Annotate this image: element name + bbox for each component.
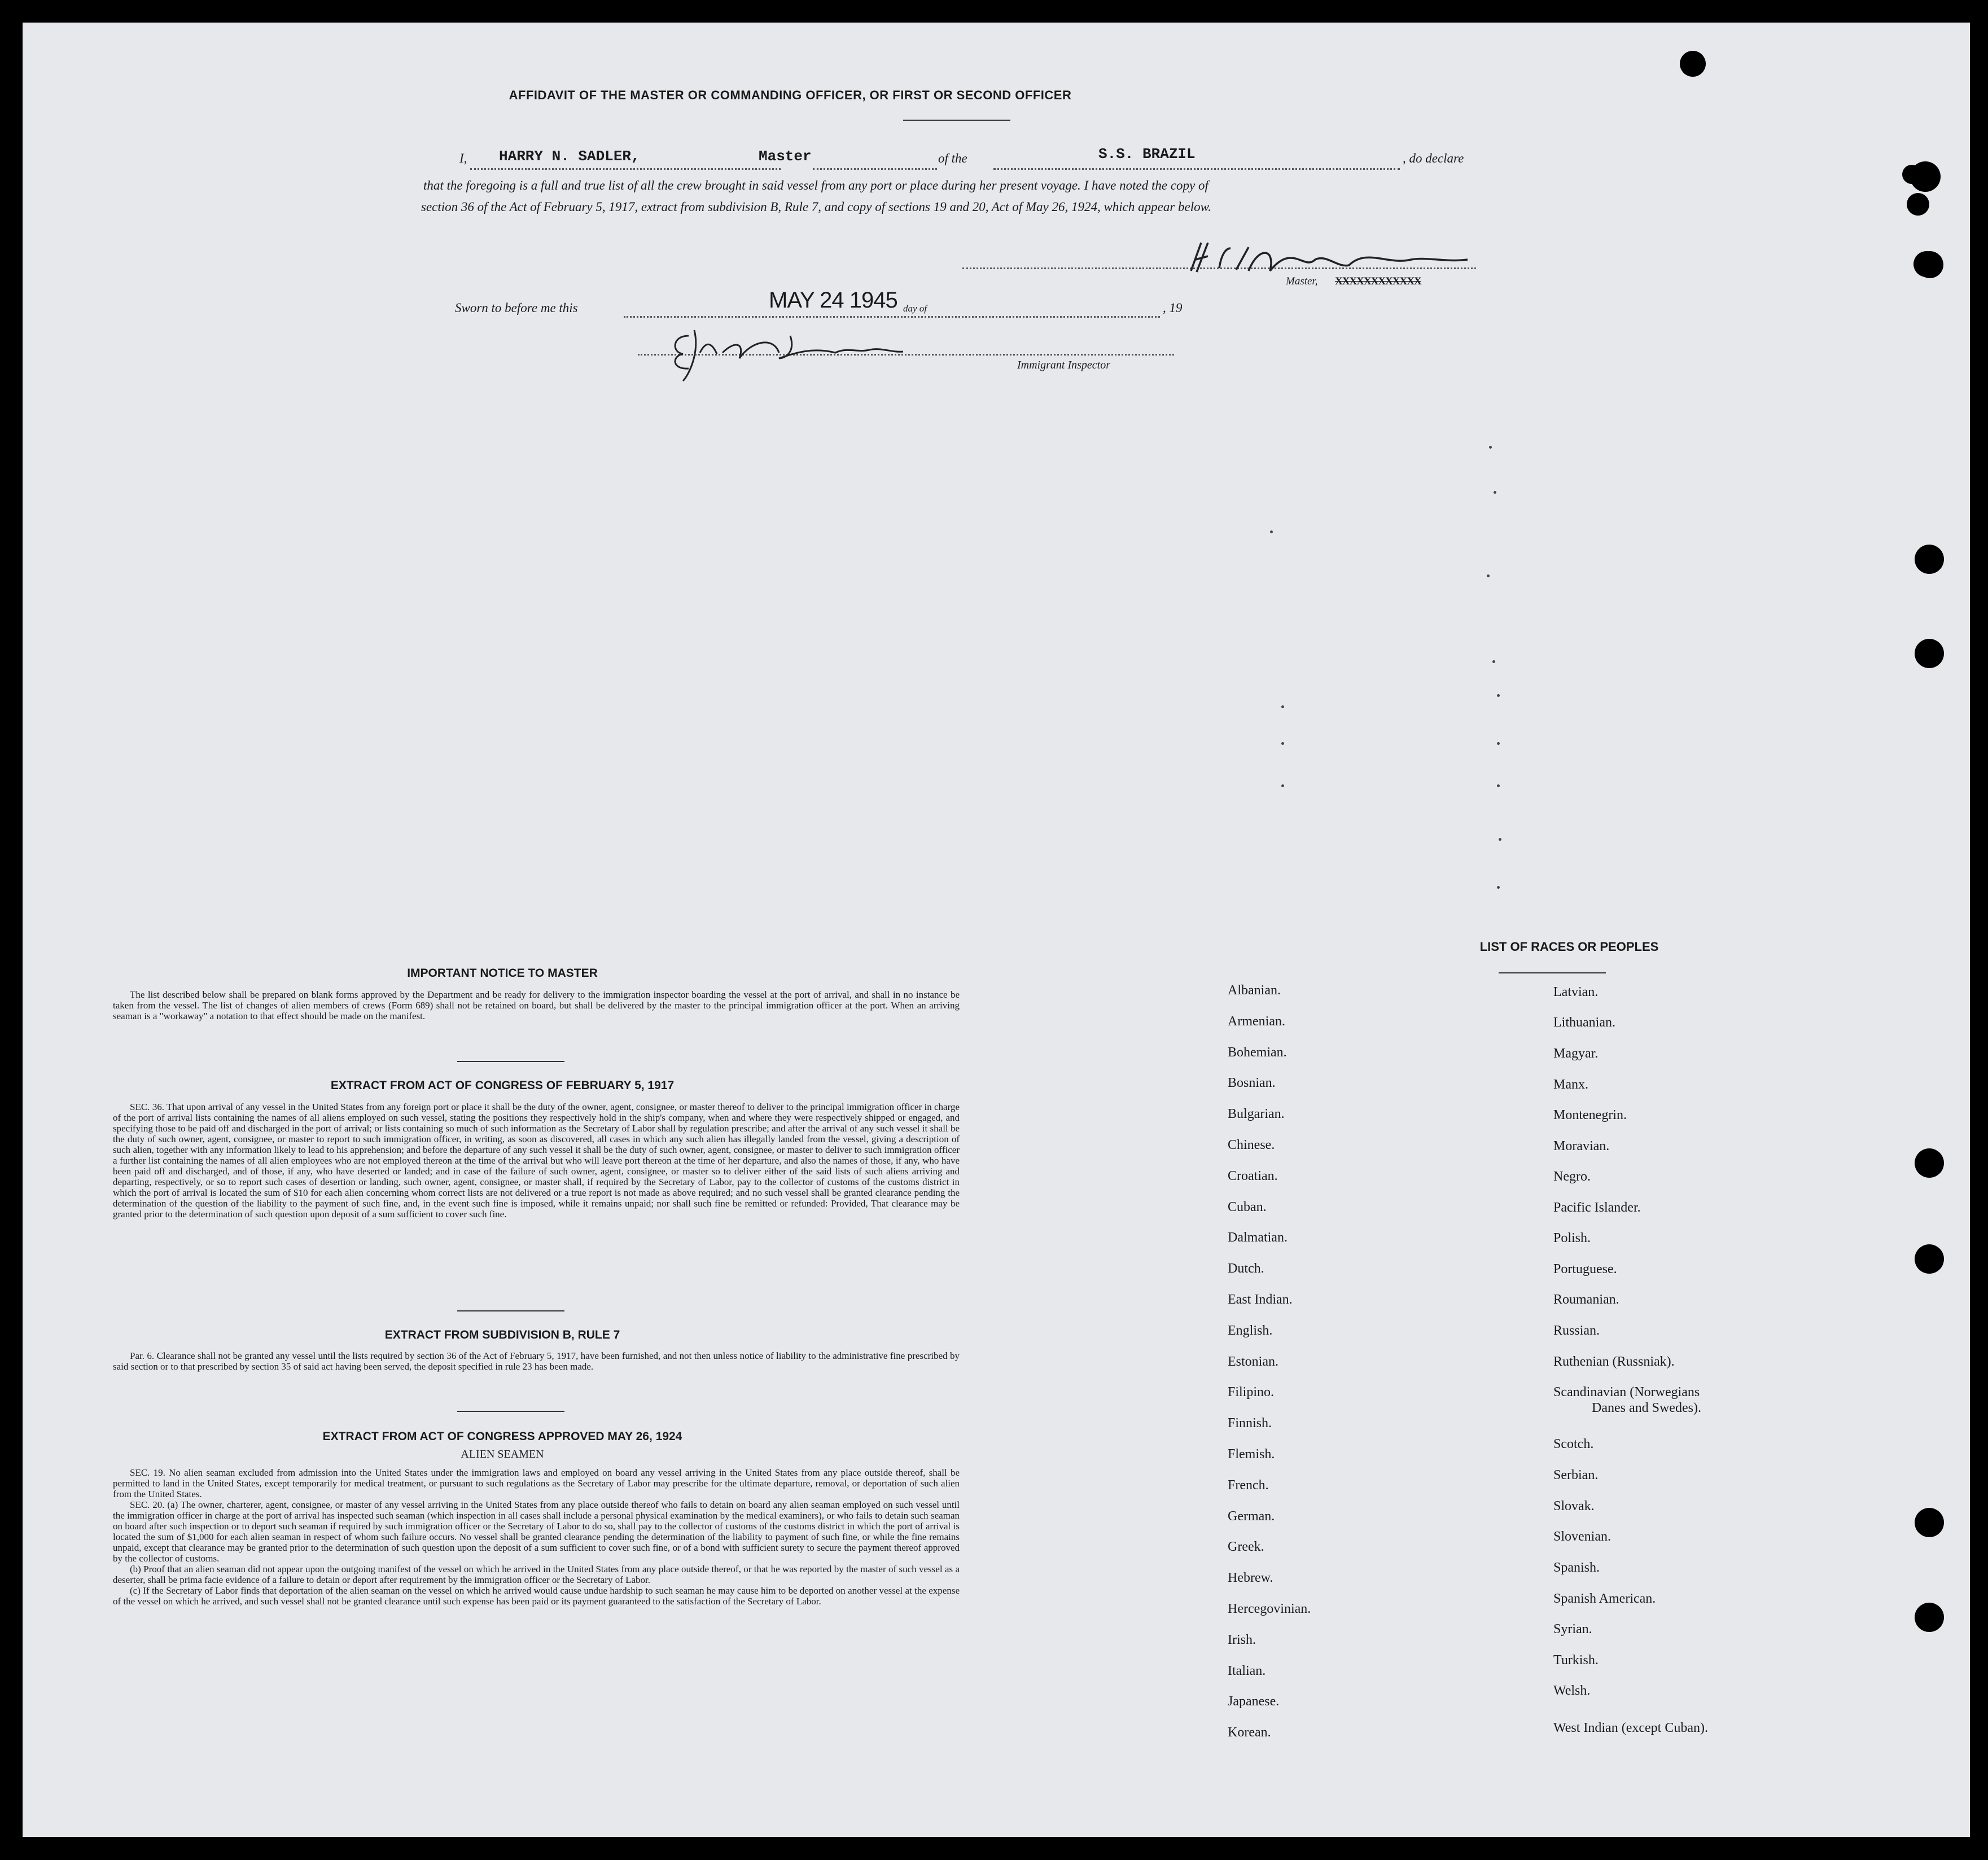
race-item: Latvian. (1553, 985, 1599, 999)
punch-hole (1907, 193, 1929, 216)
race-item: Chinese. (1228, 1138, 1275, 1152)
race-item: Negro. (1553, 1169, 1591, 1184)
extract-1924-title: EXTRACT FROM ACT OF CONGRESS APPROVED MAY 26, 1924 (322, 1430, 682, 1443)
race-item: Russian. (1553, 1323, 1600, 1338)
master-caption: Master, (1286, 275, 1318, 287)
race-item: Pacific Islander. (1553, 1200, 1641, 1215)
paper-speck (1494, 491, 1496, 494)
race-item: Japanese. (1228, 1694, 1280, 1709)
divider (903, 120, 1010, 121)
race-item: Spanish. (1553, 1560, 1600, 1575)
race-item: Irish. (1228, 1632, 1256, 1647)
race-item: East Indian. (1228, 1292, 1293, 1307)
race-item: Turkish. (1553, 1653, 1599, 1668)
date-stamp: MAY 24 1945 (767, 288, 900, 313)
blank-line (993, 168, 1400, 170)
race-item: Cuban. (1228, 1199, 1267, 1214)
inspector-caption: Immigrant Inspector (1017, 359, 1110, 371)
par-6-paragraph: Par. 6. Clearance shall not be granted any vessel until the lists required by section 36 of the Act of February 5, 1917, have been furnished, and not then unless notice of liability to the administrative fine prescribed by said section or to that prescribed by section 35 of said act having been served, the deposit specified in rule 23 has been made. (113, 1350, 960, 1372)
master-name: HARRY N. SADLER, (497, 148, 642, 165)
paper-speck (1281, 784, 1284, 787)
race-item: German. (1228, 1508, 1275, 1524)
paper-speck (1487, 574, 1490, 577)
race-item: West Indian (except Cuban). (1553, 1721, 1708, 1735)
do-declare-label: , do declare (1403, 151, 1464, 165)
paper-speck (1499, 838, 1501, 841)
divider (457, 1061, 564, 1062)
extract-1917-body (113, 1102, 960, 1219)
year-suffix: , 19 (1163, 301, 1183, 315)
race-item: Bulgarian. (1228, 1107, 1285, 1122)
race-item: Albanian. (1228, 983, 1281, 998)
divider (1499, 972, 1606, 973)
blank-line (470, 168, 781, 170)
sworn-label: Sworn to before me this (455, 301, 578, 315)
race-item: Spanish American. (1553, 1591, 1656, 1606)
paper-speck (1497, 742, 1500, 745)
punch-hole (1915, 1148, 1944, 1178)
paper-speck (1497, 784, 1500, 787)
struck-title: XXXXXXXXXXXX (1335, 275, 1421, 287)
race-item: Polish. (1553, 1231, 1591, 1245)
paper-speck (1281, 742, 1284, 745)
punch-hole (1915, 545, 1944, 574)
section-36-paragraph: SEC. 36. That upon arrival of any vessel in the United States from any foreign port or place it shall be the duty of the owner, agent, consignee, or master thereof to deliver to the principal immigration officer in charge of the port of arrival lists containing the names of all aliens employed on such vessel, stating the positions they respectively hold in the ship's company, when and where they were respectively shipped or engaged, and specifying those to be paid off and discharged in the port of arrival; or lists containing so much of such information as the Secretary of Labor shall by regulation prescribe; and after the arrival of any such vessel it shall be the duty of such owner, agent, consignee, or master to report to such immigration officer, in writing, as soon as discovered, all cases in which any such alien has illegally landed from the vessel, giving a description of such alien, together with any information likely to lead to his apprehension; and before the departure of any such vessel it shall be the duty of such owner, agent, consignee, or master to deliver to such immigration officer a further list containing the names of all alien employees who are not employed thereon at the time of the arrival but who will leave port thereon at the time of her departure, and also the names of those, if any, who have been paid off and discharged, and of those, if any, who have deserted or landed; and in case of the failure of such owner, agent, consignee, or master so to deliver either of the said lists of such aliens arriving and departing, respectively, or so to report such cases of desertion or landing, such owner, agent, consignee, or master shall, if required by the Secretary of Labor, pay to the collector of customs of the customs district in which the port of arrival is located the sum of $10 for each alien concerning whom correct lists are not delivered or a true report is not made as above required; and no such vessel shall be granted clearance pending the determination of the question of the liability to the payment of such fine, and, in the event such fine is imposed, while it remains unpaid; nor shall such fine be remitted or refunded: Provided, That clearance may be granted prior to the determination of such question upon deposit of a sum sufficient to cover such fine. (113, 1102, 960, 1219)
race-item: Scandinavian (Norwegians (1553, 1385, 1700, 1400)
paper-speck (1270, 530, 1273, 533)
races-title: LIST OF RACES OR PEOPLES (1479, 940, 1659, 954)
race-item: Italian. (1228, 1663, 1266, 1678)
paper-speck (1492, 660, 1495, 663)
sec-20b-paragraph: (b) Proof that an alien seaman did not appear upon the outgoing manifest of the vessel on which he arrived in the United States from any place outside thereof, or that he was reported by the master of such vessel as a deserter, shall be prima facie evidence of a failure to detain or deport after requirement by the immigration officer or the Secretary of Labor. (113, 1564, 960, 1585)
race-item: Filipino. (1228, 1385, 1275, 1400)
race-item: Manx. (1553, 1077, 1588, 1092)
extract-1924-body (113, 1467, 960, 1607)
race-item: Korean. (1228, 1725, 1271, 1740)
race-item: Bohemian. (1228, 1045, 1287, 1060)
punch-hole (1915, 1244, 1944, 1274)
race-item: Armenian. (1228, 1014, 1285, 1029)
punch-hole (1915, 1603, 1944, 1632)
blank-line (624, 316, 1160, 318)
race-item: Portuguese. (1553, 1262, 1617, 1276)
extract-rule7-body (113, 1350, 960, 1372)
race-item: English. (1228, 1323, 1273, 1338)
rank-typed: Master (756, 148, 814, 165)
affidavit-line-3: section 36 of the Act of February 5, 1917, extract from subdivision B, Rule 7, and copy of sections 19 and 20, Act of May 26, 1924, which appear below. (421, 200, 1212, 214)
punch-hole (1915, 639, 1944, 668)
punch-hole (1913, 251, 1939, 277)
race-item: French. (1228, 1477, 1269, 1493)
notice-title: IMPORTANT NOTICE TO MASTER (407, 967, 598, 980)
race-item-continuation: Danes and Swedes). (1592, 1401, 1701, 1415)
race-item: Dutch. (1228, 1261, 1264, 1276)
race-item: Roumanian. (1553, 1292, 1619, 1307)
race-item: Hercegovinian. (1228, 1602, 1311, 1616)
sec-19-paragraph: SEC. 19. No alien seaman excluded from admission into the United States under the immigration laws and employed on board any vessel arriving in the United States from any place outside thereof, shall be permitted to land in the United States, except temporarily for medical treatment, or pursuant to such regulations as the Secretary of Labor may prescribe for the ultimate departure, removal, or deportation of such alien from the United States. (113, 1467, 960, 1499)
race-item: Flemish. (1228, 1447, 1275, 1462)
punch-hole (1680, 51, 1706, 77)
race-item: Finnish. (1228, 1416, 1272, 1431)
master-signature (1185, 237, 1479, 282)
notice-paragraph: The list described below shall be prepared on blank forms approved by the Department and be ready for delivery to the immigration inspector boarding the vessel at the port of arrival, and shall in no instance be taken from the vessel. The list of changes of alien members of crews (Form 689) shall not be retained on board, but shall be delivered by the master to the principal immigration officer at the port. When an arriving seaman is a "workaway" a notation to that effect should be made on the manifest. (113, 989, 960, 1021)
extract-1917-title: EXTRACT FROM ACT OF CONGRESS OF FEBRUARY 5, 1917 (330, 1079, 675, 1092)
paper-speck (1497, 886, 1500, 889)
affidavit-line-2: that the foregoing is a full and true list of all the crew brought in said vessel from any port or place during her present voyage. I have noted the copy of (423, 178, 1208, 192)
paper-speck (1281, 705, 1284, 708)
race-item: Hebrew. (1228, 1571, 1273, 1586)
race-item: Scotch. (1553, 1437, 1594, 1451)
notice-body (113, 989, 960, 1021)
race-item: Syrian. (1553, 1622, 1592, 1637)
affidavit-heading: AFFIDAVIT OF THE MASTER OR COMMANDING OFFICER, OR FIRST OR SECOND OFFICER (509, 88, 1072, 102)
race-item: Serbian. (1553, 1468, 1599, 1482)
race-item: Montenegrin. (1553, 1108, 1627, 1122)
blank-line (813, 168, 937, 170)
vessel-name: S.S. BRAZIL (1095, 146, 1199, 163)
alien-seamen-subtitle: ALIEN SEAMEN (461, 1448, 544, 1460)
punch-hole (1910, 161, 1941, 192)
i-label: I, (459, 151, 467, 165)
punch-hole (1915, 1508, 1944, 1537)
race-item: Croatian. (1228, 1168, 1278, 1183)
race-item: Ruthenian (Russniak). (1553, 1354, 1675, 1369)
race-item: Dalmatian. (1228, 1230, 1288, 1245)
of-the-label: of the (938, 151, 967, 165)
day-of-label: day of (903, 303, 927, 314)
race-item: Welsh. (1553, 1683, 1591, 1698)
divider (457, 1310, 564, 1311)
sec-20c-paragraph: (c) If the Secretary of Labor finds that deportation of the alien seaman on the vessel on which he arrived would cause undue hardship to such seaman he may cause him to be deported on another vessel at the expense of the vessel on which he arrived, and such vessel shall not be granted clearance until such expense has been paid or its payment guaranteed to the satisfaction of the Secretary of Labor. (113, 1585, 960, 1607)
race-item: Moravian. (1553, 1139, 1610, 1153)
sec-20a-paragraph: SEC. 20. (a) The owner, charterer, agent, consignee, or master of any vessel arriving in the United States from any place outside thereof who fails to detain on board any alien seaman employed on such vessel until the immigration officer in charge at the port of arrival has inspected such seaman (which inspection in all cases shall include a personal physical examination by the medical examiners), or who fails to detain such seaman on board after such inspection or to deport such seaman if required by such immigration officer or the Secretary of Labor to do so, shall pay to the collector of customs of the customs district in which the port of arrival is located the sum of $1,000 for each alien seaman in respect of whom such failure occurs. No vessel shall be granted clearance pending the determination of the liability to payment of such fine, or while the fine remains unpaid, except that clearance may be granted prior to the determination of such question upon the deposit of a sum sufficient to cover such fine, or of a bond with sufficient surety to secure the payment thereof approved by the collector of customs. (113, 1499, 960, 1564)
divider (457, 1411, 564, 1412)
paper-speck (1497, 694, 1500, 697)
document-page (23, 23, 1970, 1837)
race-item: Lithuanian. (1553, 1015, 1615, 1030)
inspector-signature (666, 319, 960, 387)
race-item: Bosnian. (1228, 1076, 1276, 1091)
extract-rule7-title: EXTRACT FROM SUBDIVISION B, RULE 7 (384, 1328, 620, 1341)
race-item: Estonian. (1228, 1354, 1278, 1369)
race-item: Magyar. (1553, 1046, 1599, 1061)
paper-speck (1489, 446, 1492, 449)
race-item: Slovenian. (1553, 1529, 1611, 1544)
race-item: Slovak. (1553, 1499, 1595, 1514)
race-item: Greek. (1228, 1539, 1264, 1555)
